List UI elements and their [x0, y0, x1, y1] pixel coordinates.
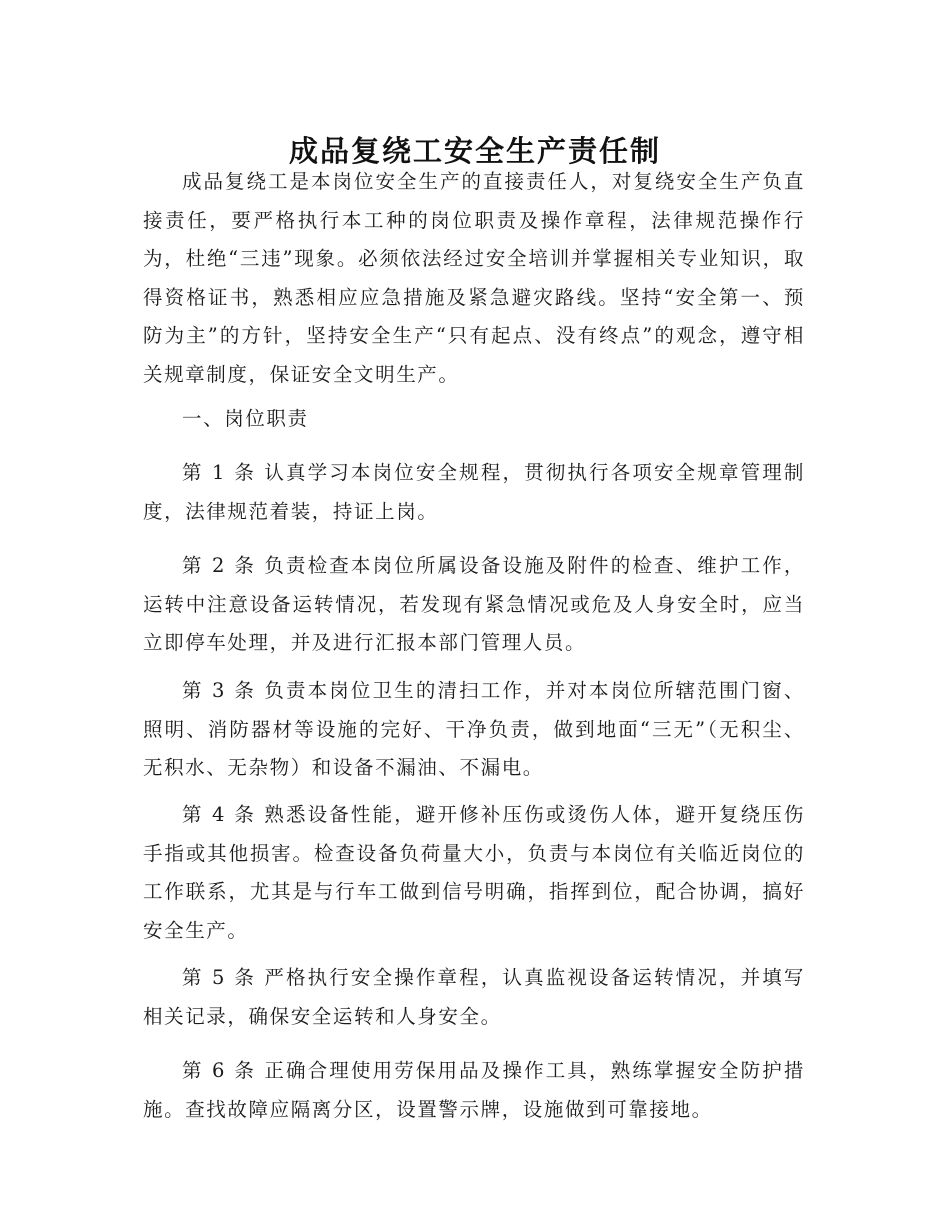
document-title: 成品复绕工安全生产责任制 [288, 134, 661, 169]
section-heading: 一、岗位职责 [182, 407, 309, 430]
article-2: 第 2 条 负责检查本岗位所属设备设施及附件的检查、维护工作，运转中注意设备运转情况，若发现有紧急情况或危及人身安全时，应当立即停车处理，并及进行汇报本部门管理人员。 [143, 554, 805, 654]
article-6: 第 6 条 正确合理使用劳保用品及操作工具，熟练掌握安全防护措施。查找故障应隔离分区，设置警示牌，设施做到可靠接地。 [143, 1059, 805, 1121]
article-4: 第 4 条 熟悉设备性能，避开修补压伤或烫伤人体，避开复绕压伤手指或其他损害。检查设备负荷量大小，负责与本岗位有关临近岗位的工作联系，尤其是与行车工做到信号明确，指挥到位，配合协调，搞好安全生产。 [143, 803, 805, 942]
article-3: 第 3 条 负责本岗位卫生的清扫工作，并对本岗位所辖范围门窗、照明、消防器材等设施的完好、干净负责，做到地面“三无”（无积尘、无积水、无杂物）和设备不漏油、不漏电。 [143, 679, 805, 779]
article-1: 第 1 条 认真学习本岗位安全规程，贯彻执行各项安全规章管理制度，法律规范着装，持证上岗。 [143, 461, 805, 523]
intro-paragraph: 成品复绕工是本岗位安全生产的直接责任人，对复绕安全生产负直接责任，要严格执行本工种的岗位职责及操作章程，法律规范操作行为，杜绝“三违”现象。必须依法经过安全培训并掌握相关专业知识，取得资格证书，熟悉相应应急措施及紧急避灾路线。坚持“安全第一、预防为主”的方针，坚持安全生产“只有起点、没有终点”的观念，遵守相关规章制度，保证安全文明生产。 [143, 170, 805, 386]
article-5: 第 5 条 严格执行安全操作章程，认真监视设备运转情况，并填写相关记录，确保安全运转和人身安全。 [143, 966, 805, 1028]
